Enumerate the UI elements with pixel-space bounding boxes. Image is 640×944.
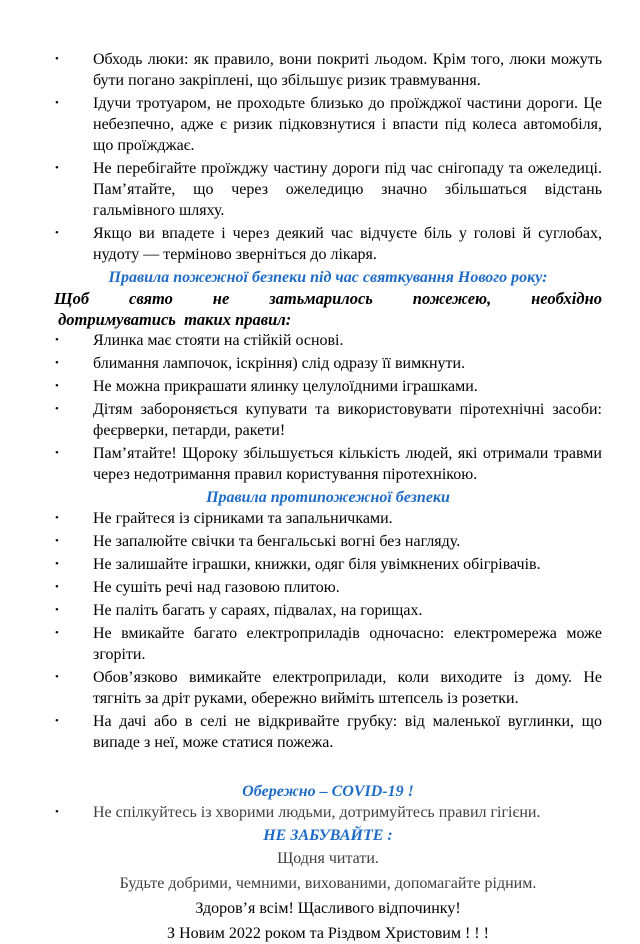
list-item: • блимання лампочок, іскріння) слід одразу її вимкнути. — [55, 355, 466, 372]
bullet-icon: • — [55, 162, 59, 174]
new-year-fire-safety-heading: Правила пожежної безпеки під час святкування Нового року: — [108, 269, 548, 286]
list-item: • Не залишайте іграшки, книжки, одяг біля увімкнених обігрівачів. — [55, 556, 541, 573]
list-item: • Не запалюйте свічки та бенгальські вогні без нагляду. — [55, 533, 461, 550]
bullet-icon: • — [55, 558, 59, 570]
bullet-icon: • — [55, 512, 59, 524]
list-item: • Дітям забороняється купувати та використовувати піротехнічні засоби: феєрверки, петарди, ракети! — [55, 401, 602, 439]
new-year-intro — [54, 288, 602, 330]
list-item: • Не можна прикрашати ялинку целулоїдними іграшками. — [55, 378, 478, 395]
winter-safety-list — [54, 49, 602, 265]
bullet-icon: • — [55, 581, 59, 593]
bullet-icon: • — [55, 627, 59, 639]
bullet-icon: • — [55, 806, 59, 818]
bullet-icon: • — [55, 227, 59, 239]
spacer — [54, 755, 602, 779]
reminder-heading: НЕ ЗАБУВАЙТЕ : — [263, 827, 393, 844]
list-item: • Обов’язково вимикайте електроприлади, коли виходите із дому. Не тягніть за дріт руками, обережно вийміть штепсель із розетки. — [55, 669, 602, 707]
list-item: • Не грайтеся із сірниками та запальничками. — [55, 510, 393, 527]
covid-heading: Обережно – COVID-19 ! — [242, 783, 414, 800]
list-item: • На дачі або в селі не відкривайте грубку: від маленької вуглинки, що випаде з неї, може статися пожежа. — [55, 713, 602, 751]
fire-safety-list — [54, 508, 602, 753]
list-item: • Не перебігайте проїжджу частину дороги під час снігопаду та ожеледиці. Пам’ятайте, що через ожеледицю значно збільшаться відстань гальмівного шляху. — [55, 160, 602, 219]
bullet-icon: • — [55, 53, 59, 65]
bullet-icon: • — [55, 97, 59, 109]
reminder-line: Будьте добрими, чемними, вихованими, допомагайте рідним. — [119, 875, 537, 892]
list-item: • Обходь люки: як правило, вони покриті льодом. Крім того, люки можуть бути погано закріплені, що збільшує ризик травмування. — [55, 51, 602, 89]
bullet-icon: • — [55, 715, 59, 727]
list-item: • Не сушіть речі над газовою плитою. — [55, 579, 340, 596]
fire-safety-rules-heading: Правила протипожежної безпеки — [206, 489, 450, 506]
list-item: • Ялинка має стояти на стійкій основі. — [55, 332, 344, 349]
bullet-icon: • — [55, 671, 59, 683]
list-item: • Якщо ви впадете і через деякий час відчуєте біль у голові й суглобах, нудоту — терміново зверніться до лікаря. — [55, 225, 602, 263]
bullet-icon: • — [55, 380, 59, 392]
bullet-icon: • — [55, 403, 59, 415]
bullet-icon: • — [55, 447, 59, 459]
closing-line: Здоров’я всім! Щасливого відпочинку! — [195, 900, 461, 917]
bullet-icon: • — [55, 604, 59, 616]
bullet-icon: • — [55, 535, 59, 547]
list-item: • Не вмикайте багато електроприладів одночасно: електромережа може згоріти. — [55, 625, 602, 663]
new-year-rules-list — [54, 330, 602, 485]
list-item: • Не спілкуйтесь із хворими людьми, дотримуйтесь правил гігієни. — [55, 804, 541, 821]
intro-line-1: Щоб свято не затьмарилось пожежею, необхідно — [54, 289, 602, 308]
list-item: • Ідучи тротуаром, не проходьте близько до проїжджої частини дороги. Це небезпечно, адже є ризик підковзнутися і впасти під колеса автомобіля, що проїжджає. — [55, 95, 602, 154]
bullet-icon: • — [55, 334, 59, 346]
closing-line: З Новим 2022 роком та Різдвом Христовим ! ! ! — [167, 925, 489, 942]
reminder-line: Щодня читати. — [277, 850, 379, 867]
list-item: • Пам’ятайте! Щороку збільшується кількість людей, які отримали травми через недотримання правил користування піротехнікою. — [55, 445, 602, 483]
bullet-icon: • — [55, 357, 59, 369]
intro-line-2: дотримуватись таких правил: — [54, 310, 292, 329]
list-item: • Не паліть багать у сараях, підвалах, на горищах. — [55, 602, 423, 619]
